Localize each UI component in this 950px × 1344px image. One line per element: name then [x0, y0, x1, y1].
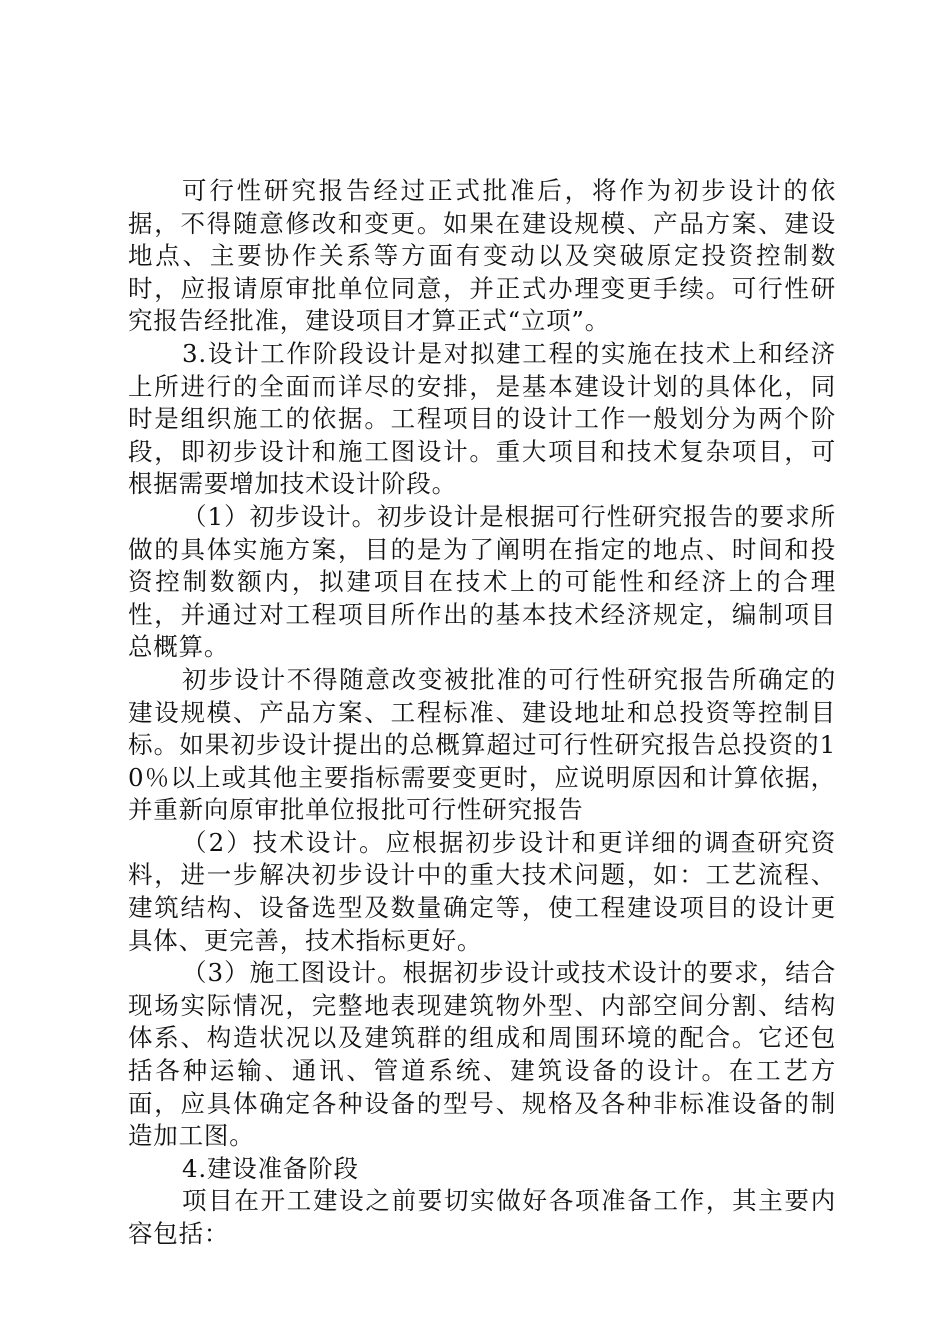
paragraph-technical-design: （2）技术设计。应根据初步设计和更详细的调查研究资料，进一步解决初步设计中的重大技术问题，如：工艺流程、建筑结构、设备选型及数量确定等，使工程建设项目的设计更具体、更完善，技术指标更好。 — [128, 827, 836, 955]
paragraph-construction-drawing-design: （3）施工图设计。根据初步设计或技术设计的要求，结合现场实际情况，完整地表现建筑物外型、内部空间分割、结构体系、构造状况以及建筑群的组成和周围环境的配合。它还包括各种运输、通讯、管道系统、建筑设备的设计。在工艺方面，应具体确定各种设备的型号、规格及各种非标准设备的制造加工图。 — [128, 958, 836, 1151]
section-heading-preparation-stage: 4.建设准备阶段 — [182, 1153, 359, 1183]
paragraph-preliminary-design: （1）初步设计。初步设计是根据可行性研究报告的要求所做的具体实施方案，目的是为了阐明在指定的地点、时间和投资控制数额内，拟建项目在技术上的可能性和经济上的合理性，并通过对工程项目所作出的基本技术经济规定，编制项目总概算。 — [128, 501, 836, 662]
paragraph-feasibility-approval: 可行性研究报告经过正式批准后，将作为初步设计的依据，不得随意修改和变更。如果在建设规模、产品方案、建设地点、主要协作关系等方面有变动以及突破原定投资控制数时，应报请原审批单位同意，并正式办理变更手续。可行性研究报告经批准，建设项目才算正式“立项”。 — [128, 176, 836, 336]
paragraph-preliminary-design-limits: 初步设计不得随意改变被批准的可行性研究报告所确定的建设规模、产品方案、工程标准、建设地址和总投资等控制目标。如果初步设计提出的总概算超过可行性研究报告总投资的10％以上或其他主要指标需要变更时，应说明原因和计算依据，并重新向原审批单位报批可行性研究报告 — [128, 664, 836, 825]
document-body — [128, 175, 836, 1251]
paragraph-design-stage: 3.设计工作阶段设计是对拟建工程的实施在技术上和经济上所进行的全面而详尽的安排，是基本建设计划的具体化，同时是组织施工的依据。工程项目的设计工作一般划分为两个阶段，即初步设计和施工图设计。重大项目和技术复杂项目，可根据需要增加技术设计阶段。 — [128, 338, 836, 499]
paragraph-preparation-content: 项目在开工建设之前要切实做好各项准备工作，其主要内容包括： — [128, 1186, 836, 1248]
